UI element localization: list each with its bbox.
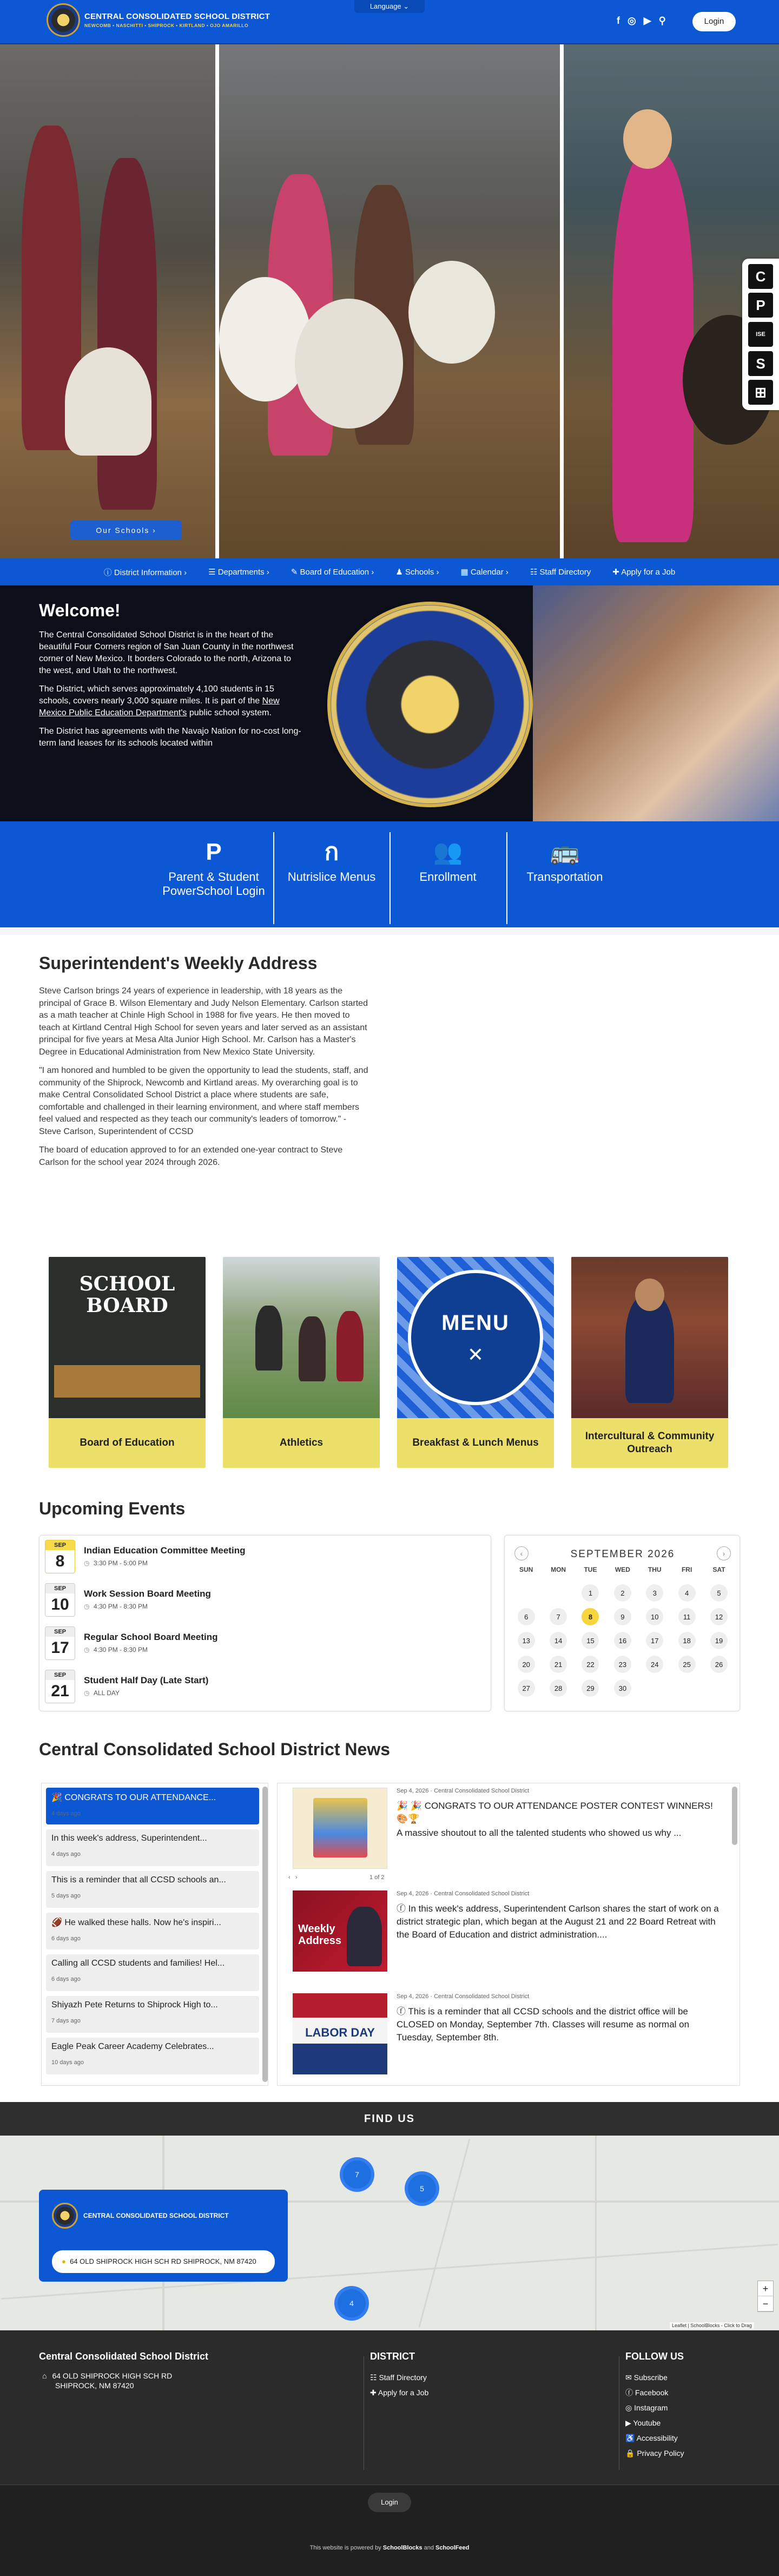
- gavel-icon: ✎: [291, 568, 298, 577]
- nav-district-information[interactable]: ⓘ District Information ›: [103, 568, 187, 577]
- superintendent-paragraph-3: The board of education approved to for an extended one-year contract to Steve Carlson for the school year 2024 through 2026.: [39, 1145, 343, 1167]
- footer-follow-title: FOLLOW US: [625, 2351, 684, 2362]
- calendar-day[interactable]: 19: [710, 1632, 728, 1649]
- calendar-day[interactable]: 8: [582, 1608, 599, 1625]
- calendar-day[interactable]: 30: [614, 1679, 631, 1697]
- bus-icon: 🚌: [550, 839, 580, 865]
- news-list-item[interactable]: Calling all CCSD students and families! Hel... 6 days ago: [46, 1954, 259, 1991]
- news-feed-scrollbar[interactable]: [732, 1787, 737, 1845]
- nutrislice-icon: ก: [324, 839, 339, 865]
- news-list-item[interactable]: 🎉 CONGRATS TO OUR ATTENDANCE... 4 days ago: [46, 1788, 259, 1824]
- footer-link-apply-for-a-job[interactable]: ✚ Apply for a Job: [370, 2388, 429, 2397]
- footer-link-staff-directory[interactable]: ☷ Staff Directory: [370, 2373, 427, 2382]
- map-cluster-pin[interactable]: 5: [405, 2171, 439, 2206]
- calendar-month: SEPTEMBER 2026: [570, 1549, 675, 1560]
- footer-address: ⌂ 64 OLD SHIPROCK HIGH SCH RD SHIPROCK, NM 87420: [42, 2371, 173, 2390]
- side-badge-s-icon[interactable]: S: [748, 351, 773, 376]
- news-list: [41, 1783, 268, 2086]
- welcome-paragraph-3: The District has agreements with the Navajo Nation for no-cost long-term land leases for its schools located within: [39, 727, 301, 748]
- calendar-day[interactable]: 14: [550, 1632, 567, 1649]
- clock-icon: ◷: [84, 1603, 90, 1610]
- side-badge-p-icon[interactable]: P: [748, 293, 773, 318]
- calendar-day: [550, 1584, 567, 1602]
- calendar-day: [518, 1584, 535, 1602]
- card-breakfast-lunch-menus[interactable]: MENU ✕ Breakfast & Lunch Menus: [397, 1257, 554, 1468]
- labor-day-thumbnail: LABOR DAY: [293, 1993, 387, 2074]
- find-us-bar: FIND US: [0, 2102, 779, 2136]
- ped-link[interactable]: New Mexico Public Education Department's: [39, 696, 280, 717]
- news-post[interactable]: LABOR DAY Sep 4, 2026 · Central Consolidated School District ⓕ This is a reminder that all CCSD schools and the district office will be CLOSED on Monday, September 7th. Classes will resume as normal on Tuesday, September 8th.: [283, 1989, 727, 2081]
- students-photo: [533, 585, 779, 821]
- zoom-in-button[interactable]: +: [758, 2281, 773, 2296]
- calendar-day[interactable]: 4: [678, 1584, 696, 1602]
- calendar-day[interactable]: 7: [550, 1608, 567, 1625]
- nav-staff-directory[interactable]: ☷ Staff Directory: [530, 568, 591, 577]
- news-list-item[interactable]: Eagle Peak Career Academy Celebrates... 10 days ago: [46, 2038, 259, 2074]
- hero-photo-1: [0, 44, 215, 558]
- calendar-day[interactable]: 22: [582, 1656, 599, 1673]
- welcome-title: Welcome!: [39, 601, 121, 620]
- footer-link-facebook[interactable]: ⓕ Facebook: [625, 2388, 669, 2397]
- map-cluster-pin[interactable]: 4: [334, 2286, 369, 2321]
- plus-icon: ✚: [612, 568, 619, 577]
- calendar-day[interactable]: 13: [518, 1632, 535, 1649]
- card-athletics[interactable]: Athletics: [223, 1257, 380, 1468]
- card-board-of-education[interactable]: SCHOOL BOARD Board of Education: [49, 1257, 206, 1468]
- calendar-day[interactable]: 15: [582, 1632, 599, 1649]
- calendar-weekday: MON: [551, 1566, 566, 1573]
- news-list-item[interactable]: This is a reminder that all CCSD schools an... 5 days ago: [46, 1871, 259, 1908]
- news-post[interactable]: Sep 4, 2026 · Central Consolidated School District 🎉 🎉 CONGRATS TO OUR ATTENDANCE POSTER CONTEST WINNERS! 🎨🏆 A massive shoutout to all the talented students who showed us why ...: [283, 1783, 727, 1875]
- footer-district-name: Central Consolidated School District: [39, 2351, 209, 2362]
- directory-icon: ☷: [530, 568, 538, 577]
- events-list: [39, 1535, 491, 1711]
- calendar-weekday: FRI: [681, 1566, 692, 1573]
- our-schools-button[interactable]: Our Schools ›: [70, 521, 182, 540]
- quick-link-powerschool[interactable]: P Parent & Student PowerSchool Login: [157, 836, 270, 898]
- search-icon[interactable]: ⚲: [658, 15, 666, 26]
- calendar-day[interactable]: 21: [550, 1656, 567, 1673]
- post-carousel-nav[interactable]: ‹ ›: [288, 1874, 298, 1881]
- news-list-item[interactable]: 🏈 He walked these halls. Now he's inspiri... 6 days ago: [46, 1913, 259, 1949]
- map[interactable]: [0, 2136, 779, 2330]
- chalkboard-image: SCHOOL BOARD: [49, 1257, 206, 1418]
- calendar-day[interactable]: 12: [710, 1608, 728, 1625]
- zoom-out-button[interactable]: −: [758, 2296, 773, 2311]
- welcome-paragraph-1: The Central Consolidated School District is in the heart of the beautiful Four Corners region of San Juan County in the northwest corner of New Mexico. It borders Colorado to the north, Arizona to the west, and Utah to the northwest.: [39, 630, 294, 675]
- news-list-item[interactable]: In this week's address, Superintendent... 4 days ago: [46, 1829, 259, 1866]
- district-logo[interactable]: [47, 3, 270, 37]
- nav-schools[interactable]: ♟ Schools ›: [395, 568, 439, 577]
- calendar-day[interactable]: 3: [646, 1584, 663, 1602]
- welcome-section: [0, 585, 779, 821]
- nav-departments[interactable]: ☰ Departments ›: [208, 568, 269, 577]
- calendar-day[interactable]: 1: [582, 1584, 599, 1602]
- clock-icon: ◷: [84, 1646, 90, 1653]
- footer-link-privacy-policy[interactable]: 🔒 Privacy Policy: [625, 2449, 684, 2458]
- calendar-weekday: WED: [615, 1566, 630, 1573]
- calendar-next-button[interactable]: ›: [717, 1546, 731, 1560]
- side-badge-c-icon[interactable]: C: [748, 264, 773, 289]
- clock-icon: ◷: [84, 1559, 90, 1567]
- map-zoom-controls: [757, 2281, 774, 2312]
- hero-slideshow: [0, 44, 779, 558]
- event-item[interactable]: SEP 21 Student Half Day (Late Start) ◷ ALL DAY: [45, 1668, 478, 1705]
- calendar-day[interactable]: 9: [614, 1608, 631, 1625]
- site-header: [0, 0, 779, 44]
- list-icon: ☰: [208, 568, 216, 577]
- footer-district-title: DISTRICT: [370, 2351, 415, 2362]
- district-seal-icon: [47, 3, 80, 37]
- calendar-day[interactable]: 16: [614, 1632, 631, 1649]
- site-footer: [0, 2330, 779, 2485]
- calendar-weekdays: [510, 1566, 735, 1573]
- side-badge-grid-icon[interactable]: ⊞: [748, 380, 773, 405]
- quick-links: [0, 821, 779, 935]
- side-quick-badges: [742, 259, 779, 410]
- hero-photo-2: [219, 44, 560, 558]
- nav-apply-for-a-job[interactable]: ✚ Apply for a Job: [612, 568, 676, 577]
- footer-link-accessibility[interactable]: ♿ Accessibility: [625, 2434, 678, 2442]
- outreach-image: [571, 1257, 728, 1418]
- news-list-item[interactable]: Shiyazh Pete Returns to Shiprock High to... 7 days ago: [46, 1996, 259, 2033]
- quick-link-nutrislice[interactable]: ก Nutrislice Menus: [275, 836, 388, 884]
- news-title: Central Consolidated School District News: [39, 1740, 390, 1759]
- header-icons: [617, 15, 666, 27]
- events-title: Upcoming Events: [39, 1499, 186, 1518]
- superintendent-section: [39, 953, 369, 1175]
- powered-by: This website is powered by SchoolBlocks and SchoolFeed: [309, 2545, 470, 2551]
- poster-thumbnail: [293, 1788, 387, 1869]
- calendar-weekday: SAT: [712, 1566, 725, 1573]
- calendar-icon: ▦: [460, 568, 468, 577]
- map-address-card: CENTRAL CONSOLIDATED SCHOOL DISTRICT ● 64 OLD SHIPROCK HIGH SCH RD SHIPROCK, NM 87420: [39, 2190, 288, 2282]
- facebook-icon[interactable]: f: [617, 15, 620, 26]
- calendar-day[interactable]: 2: [614, 1584, 631, 1602]
- district-seal-icon: [52, 2203, 78, 2229]
- news-post[interactable]: Weekly Address Sep 4, 2026 · Central Consolidated School District ⓕ In this week's address, Superintendent Carlson shares the start of work on a district strategic plan, which began at the August 21 and 22 Board Retreat with the Board of Education and district administration....: [283, 1886, 727, 1978]
- calendar-day[interactable]: 10: [646, 1608, 663, 1625]
- school-icon: ♟: [395, 568, 403, 577]
- calendar-weekday: THU: [648, 1566, 662, 1573]
- calendar-day[interactable]: 6: [518, 1608, 535, 1625]
- calendar-day[interactable]: 11: [678, 1608, 696, 1625]
- footer-link-instagram[interactable]: ◎ Instagram: [625, 2403, 668, 2412]
- superintendent-paragraph-2: "I am honored and humbled to be given the opportunity to lead the students, staff, and community of the Shiprock, Newcomb and Kirtland areas. My overarching goal is to make Central Consolidated School District a place where students are safe, comfortable and challenged in their learning environment, and where staff members feel valued and respected as they teach our community's leaders of tomorrow." - Steve Carlson, Superintendent of CCSD: [39, 1066, 368, 1136]
- calendar-grid: [510, 1581, 735, 1700]
- calendar-day[interactable]: 17: [646, 1632, 663, 1649]
- athletics-image: [223, 1257, 380, 1418]
- calendar-day[interactable]: 25: [678, 1656, 696, 1673]
- calendar-day[interactable]: 20: [518, 1656, 535, 1673]
- side-badge-ise-icon[interactable]: ISE: [748, 322, 773, 347]
- calendar-prev-button[interactable]: ‹: [514, 1546, 529, 1560]
- calendar-day[interactable]: 5: [710, 1584, 728, 1602]
- district-seal-large-icon: [327, 602, 533, 807]
- news-feed: [277, 1783, 740, 2086]
- footer-login-button[interactable]: Login: [368, 2493, 411, 2512]
- map-attribution: Leaflet | SchoolBlocks - Click to Drag: [670, 2322, 754, 2329]
- nav-board-of-education[interactable]: ✎ Board of Education ›: [291, 568, 374, 577]
- nav-calendar[interactable]: ▦ Calendar ›: [460, 568, 509, 577]
- footer-link-subscribe[interactable]: ✉ Subscribe: [625, 2373, 668, 2382]
- mini-calendar: [504, 1535, 740, 1711]
- superintendent-paragraph-1: Steve Carlson brings 24 years of experience in leadership, with 18 years as the principal of Grace B. Wilson Elementary and Judy Nelson Elementary. Carlson started as a math teacher at Chinle High School in 1988 for five years. He then moved to teach at Kirtland Central High School for seven years and later served as an assistant principal for five years at Mesa Alta Junior High School. Mr. Carlson has a Master's Degree in Educational Administration from New Mexico State University.: [39, 986, 368, 1057]
- map-cluster-pin[interactable]: 7: [340, 2157, 374, 2192]
- menu-image: MENU ✕: [397, 1257, 554, 1418]
- main-nav: [0, 558, 779, 585]
- login-button[interactable]: Login: [692, 12, 736, 31]
- calendar-day[interactable]: 23: [614, 1656, 631, 1673]
- weekly-address-thumbnail: Weekly Address: [293, 1890, 387, 1972]
- calendar-day[interactable]: 29: [582, 1679, 599, 1697]
- calendar-weekday: SUN: [519, 1566, 533, 1573]
- clock-icon: ◷: [84, 1689, 90, 1697]
- quick-link-enrollment[interactable]: 👥 Enrollment: [391, 836, 505, 884]
- language-selector[interactable]: Language ⌄: [354, 0, 425, 13]
- feature-cards: [49, 1257, 730, 1468]
- calendar-day[interactable]: 28: [550, 1679, 567, 1697]
- logo-title: CENTRAL CONSOLIDATED SCHOOL DISTRICT: [84, 12, 270, 21]
- quick-link-transportation[interactable]: 🚌 Transportation: [508, 836, 622, 884]
- footer-link-youtube[interactable]: ▶ Youtube: [625, 2419, 661, 2427]
- news-list-scrollbar[interactable]: [262, 1787, 268, 2082]
- superintendent-title: Superintendent's Weekly Address: [39, 953, 318, 973]
- footer-bottom: [0, 2485, 779, 2576]
- powerschool-icon: P: [206, 839, 222, 865]
- location-icon: ●: [62, 2257, 66, 2265]
- event-item[interactable]: SEP 17 Regular School Board Meeting ◷ 4:30 PM - 8:30 PM: [45, 1624, 478, 1662]
- calendar-day[interactable]: 26: [710, 1656, 728, 1673]
- youtube-icon[interactable]: ▶: [643, 15, 651, 26]
- event-item[interactable]: SEP 10 Work Session Board Meeting ◷ 4:30 PM - 8:30 PM: [45, 1581, 478, 1619]
- calendar-day[interactable]: 24: [646, 1656, 663, 1673]
- instagram-icon[interactable]: ◎: [628, 15, 636, 26]
- calendar-day[interactable]: 18: [678, 1632, 696, 1649]
- calendar-weekday: TUE: [584, 1566, 597, 1573]
- event-item[interactable]: SEP 8 Indian Education Committee Meeting ◷ 3:30 PM - 5:00 PM: [45, 1538, 478, 1576]
- users-icon: 👥: [433, 839, 463, 865]
- card-intercultural-outreach[interactable]: Intercultural & Community Outreach: [571, 1257, 728, 1468]
- info-icon: ⓘ: [103, 568, 112, 577]
- logo-subtitle: NEWCOMB • NASCHITTI • SHIPROCK • KIRTLAND • OJO AMARILLO: [84, 23, 249, 28]
- welcome-paragraph-2: The District, which serves approximately 4,100 students in 15 schools, covers nearly 3,000 square miles. It is part of the New Mexico Public Education Department's public school system.: [39, 684, 280, 717]
- calendar-day[interactable]: 27: [518, 1679, 535, 1697]
- map-address[interactable]: ● 64 OLD SHIPROCK HIGH SCH RD SHIPROCK, NM 87420: [52, 2250, 275, 2273]
- location-icon: ⌂: [42, 2371, 47, 2380]
- post-pager: 1 of 2: [369, 1874, 385, 1881]
